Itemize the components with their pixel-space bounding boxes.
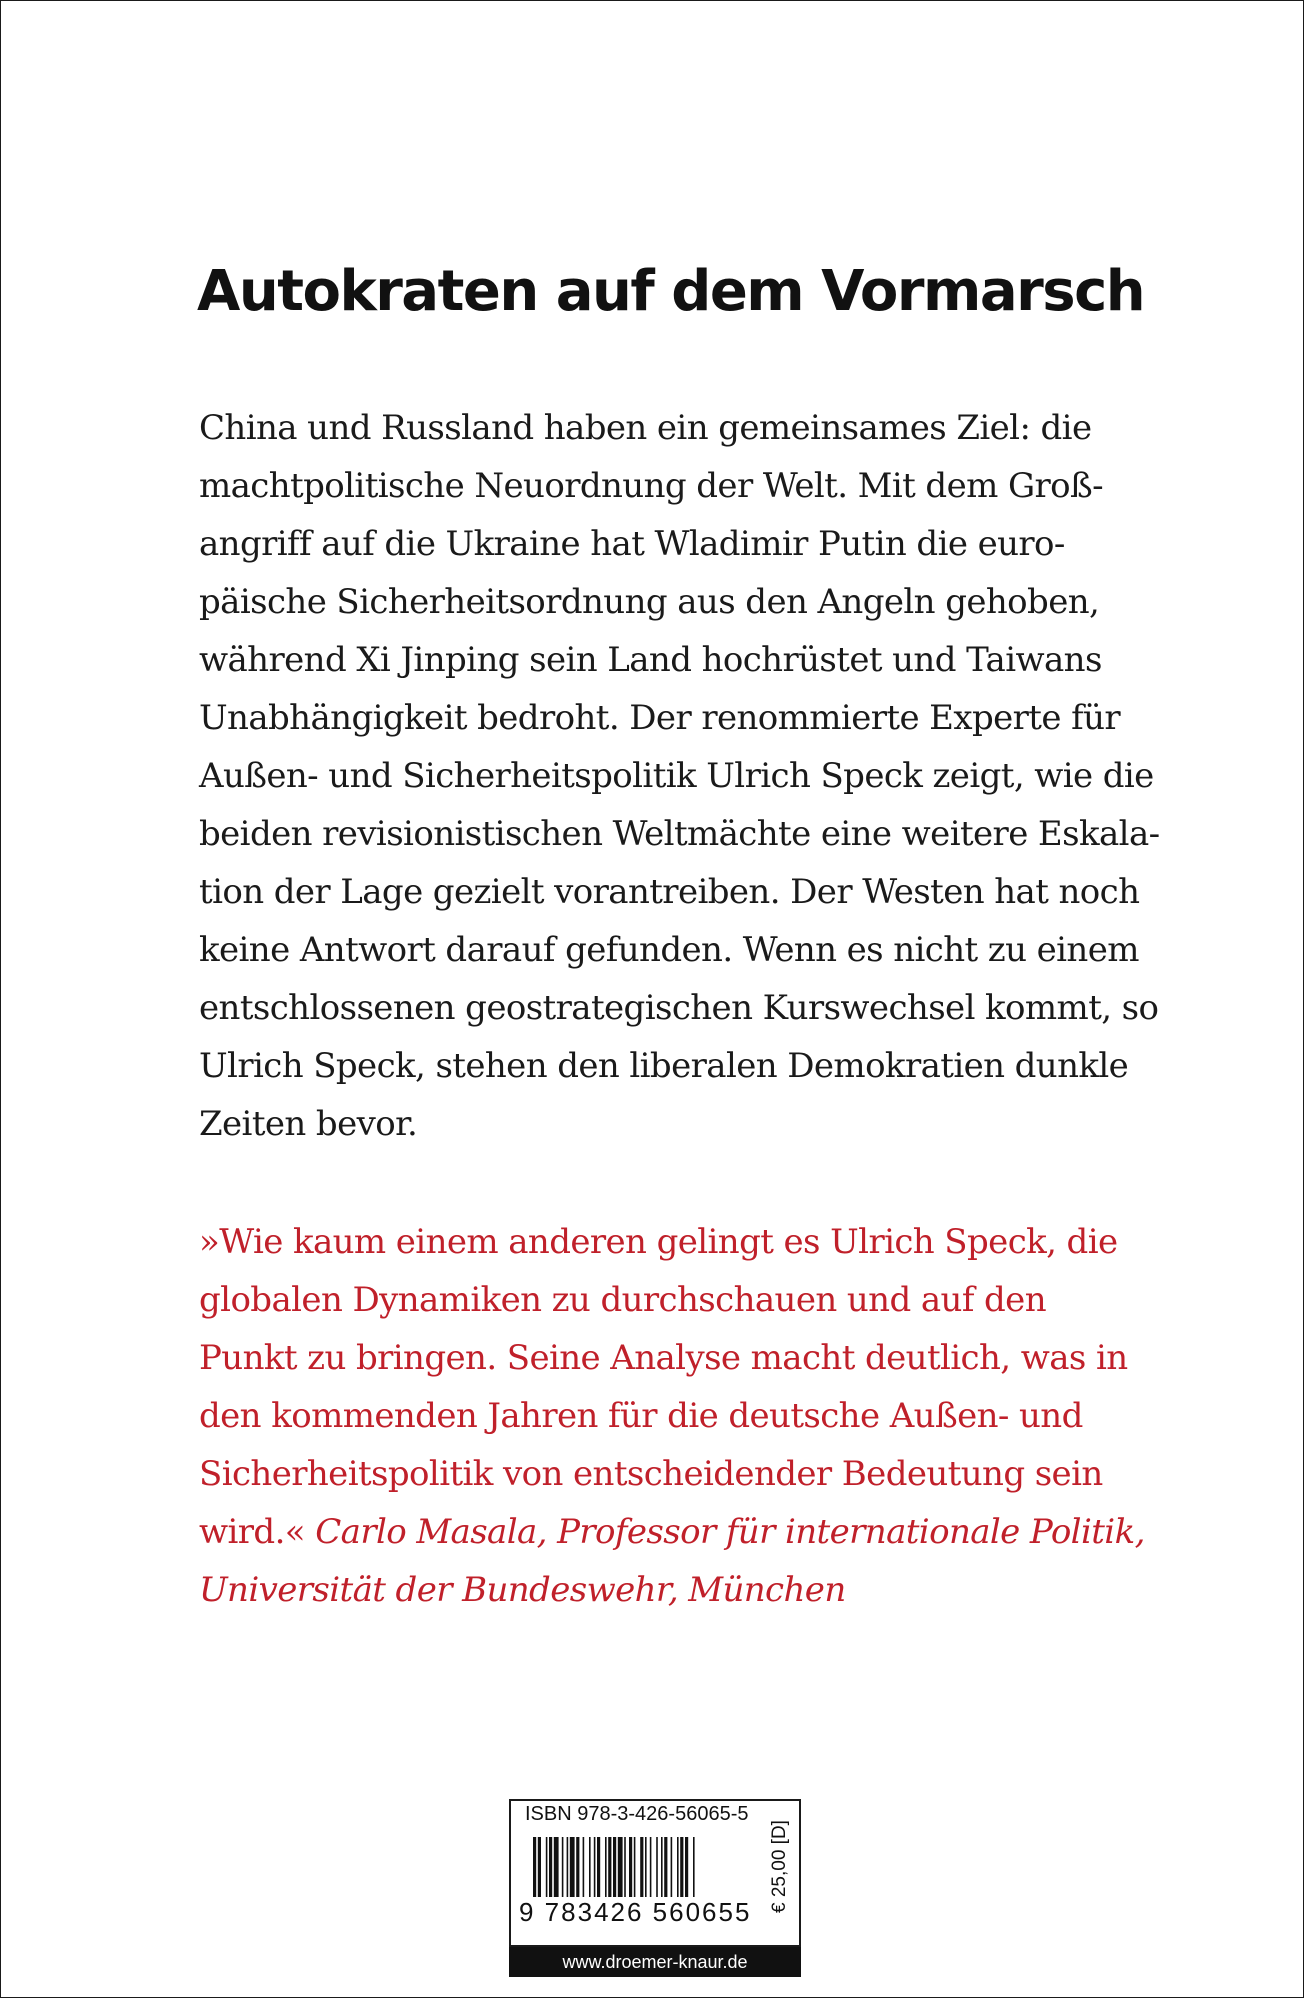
barcode-bar bbox=[576, 1837, 579, 1897]
barcode-bar bbox=[629, 1837, 632, 1897]
blurb-line: China und Russland haben ein gemeinsames Ziel: die bbox=[199, 408, 1092, 448]
barcode-bar bbox=[583, 1837, 585, 1897]
quote-line: Sicherheitspolitik von entscheidender Bedeutung sein bbox=[199, 1454, 1103, 1494]
barcode-bar bbox=[594, 1837, 596, 1897]
barcode-bar bbox=[650, 1837, 652, 1897]
barcode-bar bbox=[608, 1837, 611, 1897]
quote-line: Punkt zu bringen. Seine Analyse macht deutlich, was in bbox=[199, 1338, 1128, 1378]
barcode-bar bbox=[634, 1837, 636, 1897]
barcode-bar bbox=[664, 1837, 667, 1897]
quote-end: wird.« bbox=[199, 1512, 306, 1552]
blurb-line: entschlossenen geostrategischen Kurswechsel kommt, so bbox=[199, 988, 1159, 1028]
blurb-line: päische Sicherheitsordnung aus den Angeln gehoben, bbox=[199, 582, 1100, 622]
barcode-bar bbox=[671, 1837, 673, 1897]
barcode-bar bbox=[613, 1837, 616, 1897]
quote-line-last bbox=[199, 1503, 1145, 1561]
barcode-bar bbox=[546, 1837, 548, 1897]
isbn-barcode-box bbox=[509, 1799, 801, 1947]
barcode-bar bbox=[661, 1837, 663, 1897]
barcode-bar bbox=[597, 1837, 600, 1897]
barcode-bar bbox=[685, 1837, 688, 1897]
quote-line: globalen Dynamiken zu durchschauen und auf den bbox=[199, 1280, 1046, 1320]
barcode-bar bbox=[549, 1837, 552, 1897]
quote-line: »Wie kaum einem anderen gelingt es Ulrich Speck, die bbox=[199, 1222, 1118, 1262]
quote-line: den kommenden Jahren für die deutsche Außen- und bbox=[199, 1396, 1083, 1436]
blurb-line: tion der Lage gezielt vorantreiben. Der Westen hat noch bbox=[199, 872, 1140, 912]
barcode-bar bbox=[677, 1837, 679, 1897]
barcode-bar bbox=[640, 1837, 643, 1897]
barcode-bar bbox=[693, 1837, 695, 1897]
quote-attribution-affiliation: Universität der Bundeswehr, München bbox=[199, 1570, 846, 1610]
book-headline: Autokraten auf dem Vormarsch bbox=[197, 259, 1145, 324]
barcode-digits: 9 783426 560655 bbox=[519, 1897, 752, 1927]
blurb-line: Zeiten bevor. bbox=[199, 1104, 418, 1144]
blurb-text bbox=[199, 399, 1160, 1153]
barcode-bar bbox=[570, 1837, 575, 1897]
barcode-bar bbox=[624, 1837, 626, 1897]
blurb-line: Außen- und Sicherheitspolitik Ulrich Speck zeigt, wie die bbox=[199, 756, 1154, 796]
blurb-line: angriff auf die Ukraine hat Wladimir Putin die euro- bbox=[199, 524, 1065, 564]
barcode-bar bbox=[567, 1837, 569, 1897]
barcode-bar bbox=[538, 1837, 541, 1897]
isbn-label: ISBN 978-3-426-56065-5 bbox=[525, 1803, 749, 1825]
barcode-bar bbox=[562, 1837, 564, 1897]
barcode-bar bbox=[680, 1837, 683, 1897]
publisher-website: www.droemer-knaur.de bbox=[509, 1947, 801, 1977]
quote-attribution: Carlo Masala, Professor für internationale Politik, bbox=[315, 1512, 1145, 1552]
blurb-line: während Xi Jinping sein Land hochrüstet und Taiwans bbox=[199, 640, 1102, 680]
blurb-line: machtpolitische Neuordnung der Welt. Mit dem Groß- bbox=[199, 466, 1104, 506]
barcode-bar bbox=[618, 1837, 623, 1897]
barcode-bar bbox=[554, 1837, 559, 1897]
price-label: € 25,00 [D] bbox=[769, 1820, 790, 1914]
blurb-line: keine Antwort darauf gefunden. Wenn es nicht zu einem bbox=[199, 930, 1139, 970]
blurb-line: beiden revisionistischen Weltmächte eine weitere Eskala- bbox=[199, 814, 1160, 854]
barcode-bar bbox=[656, 1837, 658, 1897]
blurb-line: Ulrich Speck, stehen den liberalen Demokratien dunkle bbox=[199, 1046, 1129, 1086]
endorsement-quote bbox=[199, 1213, 1145, 1619]
barcode-graphic bbox=[533, 1837, 765, 1897]
barcode-bar bbox=[533, 1837, 536, 1897]
barcode-bar bbox=[645, 1837, 647, 1897]
barcode-bar bbox=[605, 1837, 607, 1897]
barcode-bar bbox=[589, 1837, 591, 1897]
blurb-line: Unabhängigkeit bedroht. Der renommierte Experte für bbox=[199, 698, 1121, 738]
